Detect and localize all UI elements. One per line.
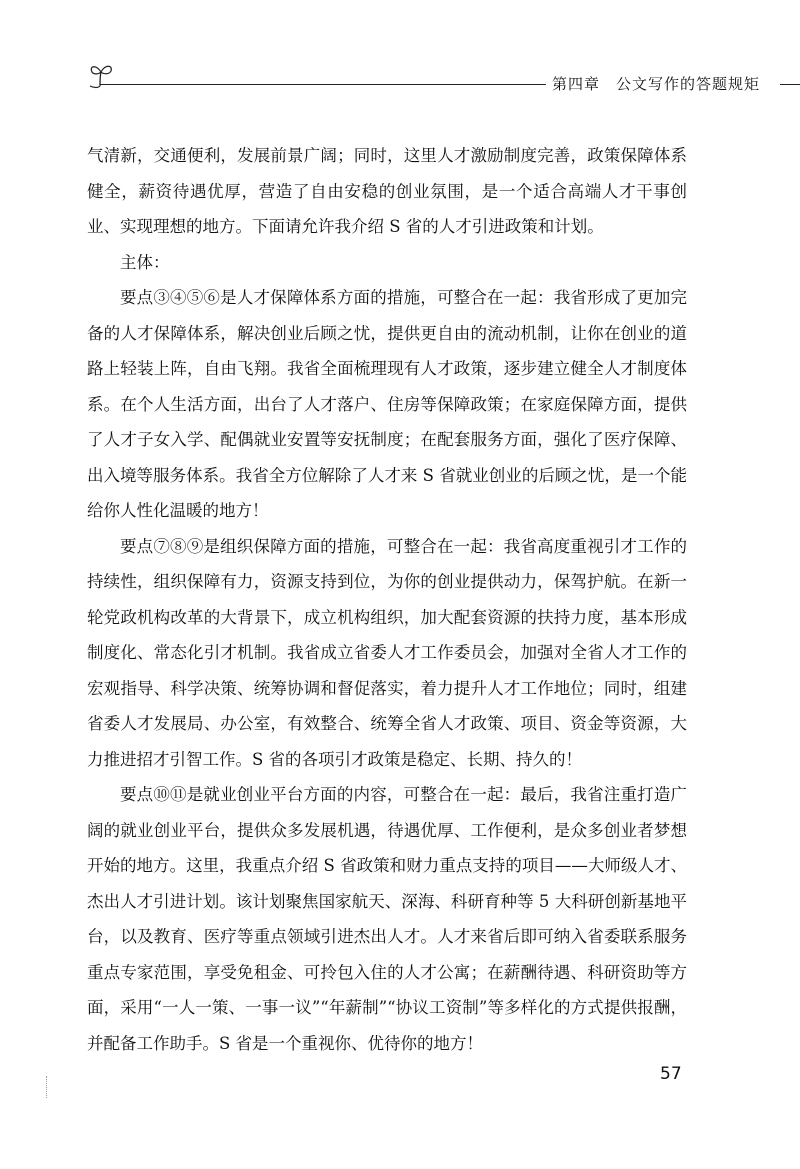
paragraph: 要点⑦⑧⑨是组织保障方面的措施，可整合在一起：我省高度重视引才工作的持续性，组织保障有力，资源支持到位，为你的创业提供动力，保驾护航。在新一轮党政机构改革的大背景下，成立机构组织，加大配套资源的扶持力度，基本形成制度化、常态化引才机制。我省成立省委人才工作委员会，加强对全省人才工作的宏观指导、科学决策、统筹协调和督促落实，着力提升人才工作地位；同时，组建省委人才发展局、办公室，有效整合、统筹全省人才政策、项目、资金等资源，大力推进招才引智工作。S 省的各项引才政策是稳定、长期、持久的！ [87, 536, 687, 769]
body-text [87, 138, 687, 1061]
running-header [86, 60, 761, 96]
paragraph: 气清新，交通便利，发展前景广阔；同时，这里人才激励制度完善，政策保障体系健全，薪资待遇优厚，营造了自由安稳的创业氛围，是一个适合高端人才干事创业、实现理想的地方。下面请允许我介绍 S 省的人才引进政策和计划。 [87, 146, 687, 236]
margin-mark [46, 1076, 49, 1098]
chapter-title: 公文写作的答题规矩 [616, 75, 761, 93]
section-label: 主体： [120, 252, 170, 272]
paragraph: 要点⑩⑪是就业创业平台方面的内容，可整合在一起：最后，我省注重打造广阔的就业创业平台，提供众多发展机遇，待遇优厚、工作便利，是众多创业者梦想开始的地方。这里，我重点介绍 S 省政策和财力重点支持的项目——大师级人才、杰出人才引进计划。该计划聚焦国家航天、深海、科研育种等 5 大科研创新基地平台，以及教育、医疗等重点领域引进杰出人才。人才来省后即可纳入省委联系服务重点专家范围，享受免租金、可拎包入住的人才公寓；在薪酬待遇、科研资助等方面，采用“一人一策、一事一议”“年薪制”“协议工资制”等多样化的方式提供报酬，并配备工作助手。S 省是一个重视你、优待你的地方！ [87, 785, 687, 1053]
page-number: 57 [660, 1064, 682, 1084]
chapter-number: 第四章 [552, 75, 601, 93]
paragraph: 要点③④⑤⑥是人才保障体系方面的措施，可整合在一起：我省形成了更加完备的人才保障体系，解决创业后顾之忧，提供更自由的流动机制，让你在创业的道路上轻装上阵，自由飞翔。我省全面梳理现有人才政策，逐步建立健全人才制度体系。在个人生活方面，出台了人才落户、住房等保障政策；在家庭保障方面，提供了人才子女入学、配偶就业安置等安抚制度；在配套服务方面，强化了医疗保障、出入境等服务体系。我省全方位解除了人才来 S 省就业创业的后顾之忧，是一个能给你人性化温暖的地方！ [87, 288, 687, 520]
header-rule-left [100, 84, 546, 85]
header-rule-right [780, 84, 800, 85]
chapter-heading [552, 73, 760, 94]
sprout-ornament-icon [86, 60, 118, 90]
